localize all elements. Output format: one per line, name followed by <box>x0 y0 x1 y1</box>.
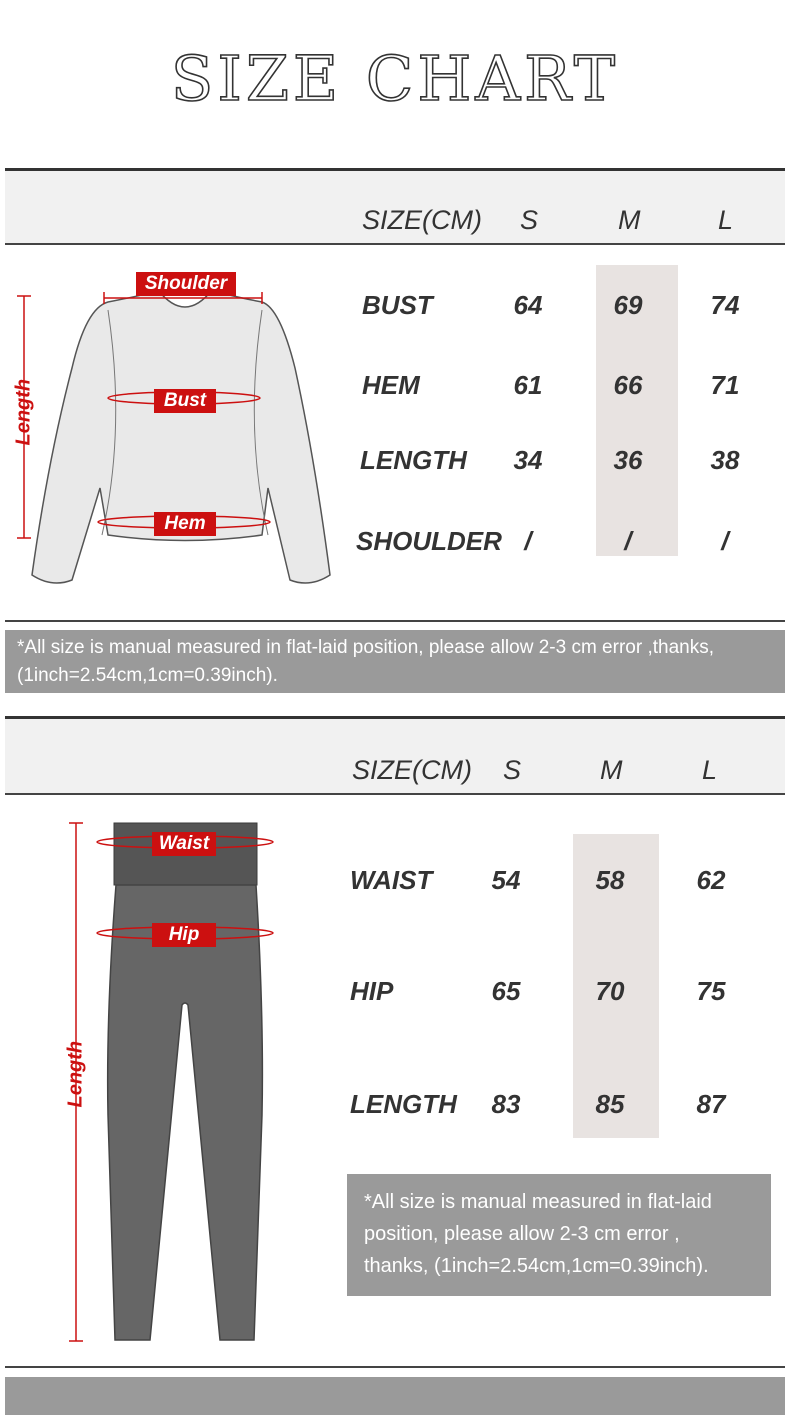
waist-m: 58 <box>595 865 625 895</box>
top-note-rule <box>5 620 785 622</box>
bottom-header-s: S <box>503 755 522 785</box>
top-header-m: M <box>618 205 641 235</box>
row-label-hip: HIP <box>350 976 394 1006</box>
pants-length-l: 87 <box>696 1089 726 1119</box>
bottom-note <box>347 1174 771 1296</box>
waist-tag: Waist <box>152 832 216 856</box>
pants-length-s: 83 <box>491 1089 521 1119</box>
top-header-l: L <box>718 205 734 235</box>
hip-l: 75 <box>696 976 726 1006</box>
hip-m: 70 <box>595 976 625 1006</box>
pants-length-m: 85 <box>595 1089 625 1119</box>
bottom-note-line3: thanks, (1inch=2.54cm,1cm=0.39inch). <box>364 1255 709 1277</box>
row-label-pants-length: LENGTH <box>350 1089 457 1119</box>
shoulder-tag: Shoulder <box>136 272 236 296</box>
hip-s: 65 <box>491 976 521 1006</box>
row-label-shoulder: SHOULDER <box>356 526 502 556</box>
waist-s: 54 <box>491 865 521 895</box>
bottom-note-line1: *All size is manual measured in flat-laid <box>364 1191 712 1213</box>
hem-tag: Hem <box>154 512 216 536</box>
top-note-line2: (1inch=2.54cm,1cm=0.39inch). <box>17 665 278 686</box>
row-label-waist: WAIST <box>350 865 433 895</box>
bottom-note-line2: position, please allow 2-3 cm error , <box>364 1223 680 1245</box>
bottom-header-m: M <box>600 755 623 785</box>
shoulder-m: / <box>624 526 632 556</box>
bottom-header-l: L <box>702 755 718 785</box>
length-s: 34 <box>513 445 543 475</box>
hem-m: 66 <box>613 370 643 400</box>
top-header-s: S <box>520 205 539 235</box>
hem-l: 71 <box>710 370 740 400</box>
top-length-label: Length <box>12 378 35 446</box>
shoulder-s: / <box>524 526 532 556</box>
top-note-line1: *All size is manual measured in flat-laid position, please allow 2-3 cm error ,thanks, <box>17 637 714 658</box>
bust-l: 74 <box>710 290 740 320</box>
footer-bar <box>5 1377 785 1415</box>
footer-rule <box>5 1366 785 1368</box>
bust-m: 69 <box>613 290 643 320</box>
bottom-header-label: SIZE(CM) <box>352 755 472 785</box>
top-note <box>5 630 785 693</box>
waist-l: 62 <box>696 865 726 895</box>
length-m: 36 <box>613 445 643 475</box>
bust-tag: Bust <box>154 389 216 413</box>
top-header-rule <box>5 243 785 245</box>
row-label-length: LENGTH <box>360 445 467 475</box>
bottom-header-rule <box>5 793 785 795</box>
pants-length-label: Length <box>64 1040 87 1108</box>
top-garment-illustration <box>0 250 350 600</box>
hip-tag: Hip <box>152 923 216 947</box>
row-label-hem: HEM <box>362 370 420 400</box>
length-l: 38 <box>710 445 740 475</box>
top-header-label: SIZE(CM) <box>362 205 482 235</box>
leggings-illustration <box>0 815 300 1350</box>
row-label-bust: BUST <box>362 290 433 320</box>
shoulder-l: / <box>721 526 729 556</box>
page-title: SIZE CHART <box>170 42 620 115</box>
bust-s: 64 <box>513 290 543 320</box>
hem-s: 61 <box>513 370 543 400</box>
